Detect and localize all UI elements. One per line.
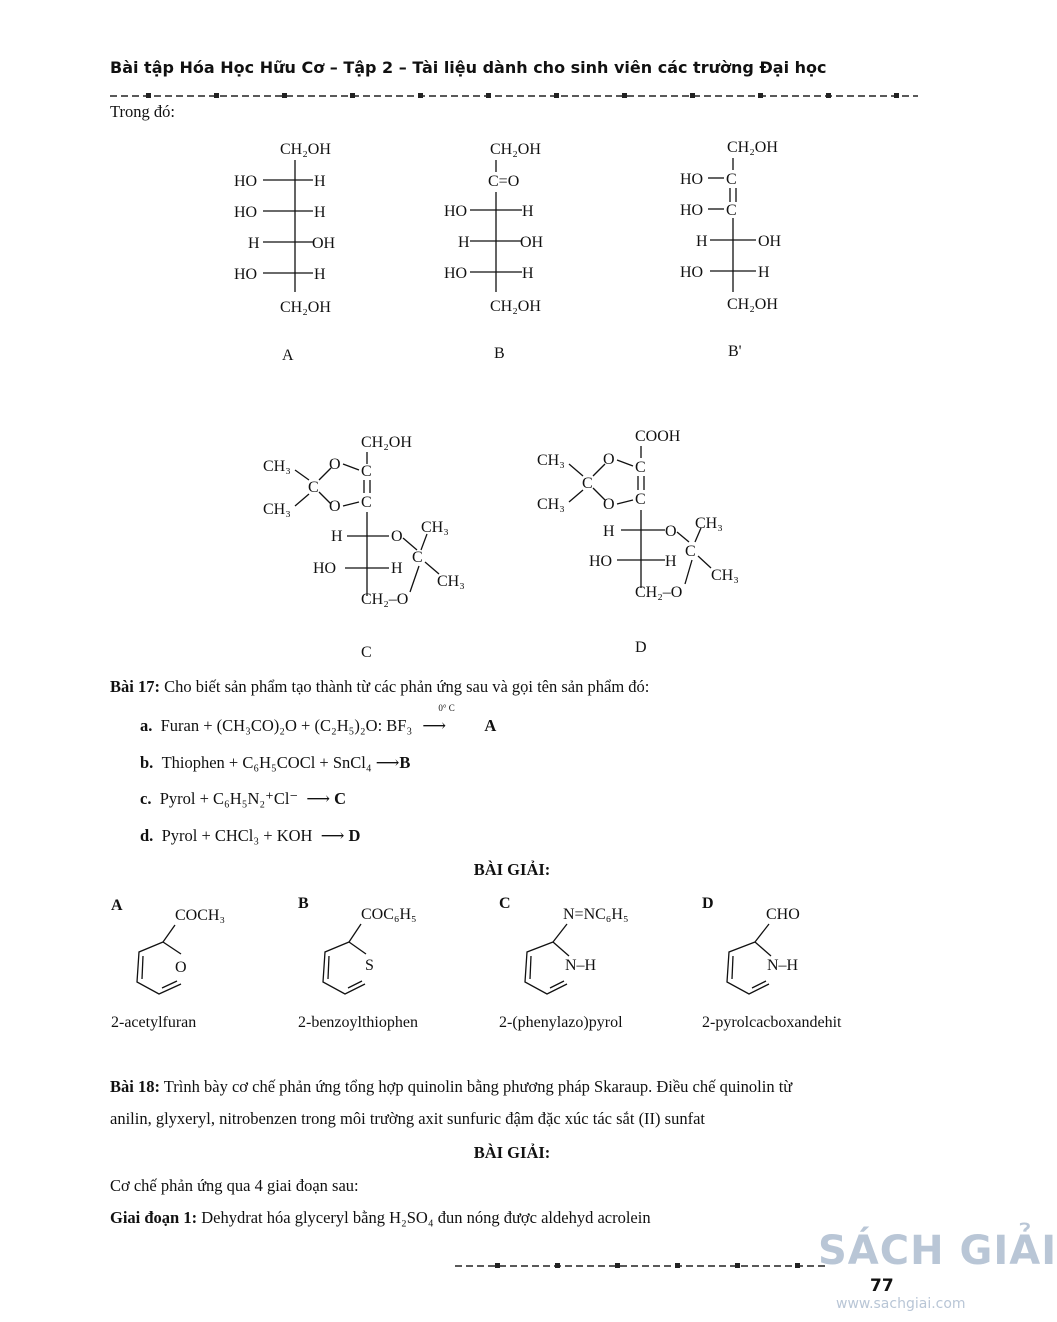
solution-title-17: BÀI GIẢI: xyxy=(473,860,551,879)
bai17-heading: Bài 17: Cho biết sản phẩm tạo thành từ các phản ứng sau và gọi tên sản phẩm đó: xyxy=(110,677,650,696)
svg-text:O: O xyxy=(665,523,677,540)
structure-d xyxy=(537,428,739,656)
stage-1: Giai đoạn 1: Dehydrat hóa glyceryl bằng H₂SO₄ đun nóng được aldehyd acrolein xyxy=(110,1208,651,1227)
svg-text:C: C xyxy=(726,202,737,219)
svg-text:HO: HO xyxy=(589,553,613,570)
svg-text:C: C xyxy=(499,895,511,912)
name-c: 2-(phenylazo)pyrol xyxy=(499,1014,623,1031)
svg-text:CH₃: CH₃ xyxy=(263,501,291,518)
svg-text:O: O xyxy=(603,451,615,468)
footer-rule xyxy=(455,1262,825,1270)
svg-text:C: C xyxy=(361,494,372,511)
structure-a xyxy=(234,141,336,364)
header-title: Bài tập Hóa Học Hữu Cơ – Tập 2 – Tài liệu dành cho sinh viên các trường Đại học xyxy=(110,58,827,77)
svg-text:H: H xyxy=(458,234,470,251)
structure-b xyxy=(444,141,544,362)
svg-text:H: H xyxy=(522,203,534,220)
svg-text:H: H xyxy=(758,264,770,281)
svg-text:A: A xyxy=(111,897,123,914)
svg-text:H: H xyxy=(696,233,708,250)
svg-text:B: B xyxy=(298,895,309,912)
bai18-line2: anilin, glyxeryl, nitrobenzen trong môi trường axit sunfuric đậm đặc xúc tác sắt (II) sunfat xyxy=(110,1109,705,1128)
svg-text:C: C xyxy=(361,463,372,480)
svg-text:CH₂OH: CH₂OH xyxy=(490,298,541,315)
label-b-prime: B' xyxy=(728,343,742,360)
product-a-furan xyxy=(111,897,225,1031)
svg-text:N=NC₆H₅: N=NC₆H₅ xyxy=(563,906,629,923)
svg-text:HO: HO xyxy=(234,204,258,221)
structure-b-prime xyxy=(680,139,782,360)
svg-text:H: H xyxy=(248,235,260,252)
svg-text:OH: OH xyxy=(312,235,336,252)
watermark-brand: SÁCH GIẢI xyxy=(818,1228,1057,1274)
fischer-projections xyxy=(200,130,820,370)
svg-text:H: H xyxy=(314,204,326,221)
label-c: C xyxy=(361,644,372,661)
svg-text:C: C xyxy=(635,491,646,508)
a-bottom: CH₂OH xyxy=(280,299,331,316)
svg-text:C: C xyxy=(412,549,423,566)
svg-text:CH₂OH: CH₂OH xyxy=(361,434,412,451)
bai18-line1: Bài 18: Trình bày cơ chế phản ứng tổng hợp quinolin bằng phương pháp Skaraup. Điều chế quinolin từ xyxy=(110,1077,793,1096)
mechanism-intro: Cơ chế phản ứng qua 4 giai đoạn sau: xyxy=(110,1176,359,1195)
product-structures xyxy=(105,890,925,1035)
svg-text:HO: HO xyxy=(313,560,337,577)
name-a: 2-acetylfuran xyxy=(111,1014,197,1031)
acetonide-structures xyxy=(255,420,765,665)
svg-text:OH: OH xyxy=(758,233,782,250)
svg-text:H: H xyxy=(331,528,343,545)
name-b: 2-benzoylthiophen xyxy=(298,1014,418,1031)
svg-text:CH₂–O: CH₂–O xyxy=(361,591,409,608)
svg-text:CH₃: CH₃ xyxy=(437,573,465,590)
svg-text:COCH₃: COCH₃ xyxy=(175,907,226,924)
svg-text:CH₂OH: CH₂OH xyxy=(727,139,778,156)
svg-text:HO: HO xyxy=(234,173,258,190)
svg-text:H: H xyxy=(522,265,534,282)
svg-text:C: C xyxy=(308,479,319,496)
svg-text:O: O xyxy=(175,959,187,976)
svg-text:C: C xyxy=(685,543,696,560)
svg-text:C: C xyxy=(582,475,593,492)
watermark-url: www.sachgiai.com xyxy=(836,1296,966,1312)
header-rule xyxy=(110,92,918,100)
svg-text:N–H: N–H xyxy=(767,957,799,974)
reaction-c: c. Pyrol + C₆H₅N₂⁺Cl⁻ ⟶ C xyxy=(140,789,347,808)
reaction-a: a. Furan + (CH₃CO)₂O + (C₂H₅)₂O: BF₃ 0° C ⟶ A xyxy=(140,703,497,735)
svg-text:HO: HO xyxy=(234,266,258,283)
reaction-b: b. Thiophen + C₆H₅COCl + SnCl₄ ⟶B xyxy=(140,753,411,772)
svg-text:H: H xyxy=(314,173,326,190)
svg-text:H: H xyxy=(603,523,615,540)
svg-text:C: C xyxy=(635,459,646,476)
svg-text:N–H: N–H xyxy=(565,957,597,974)
svg-text:HO: HO xyxy=(444,265,468,282)
structure-c xyxy=(263,434,465,661)
svg-text:CH₃: CH₃ xyxy=(695,515,723,532)
svg-text:O: O xyxy=(603,496,615,513)
svg-text:H: H xyxy=(391,560,403,577)
product-d-pyrrole xyxy=(702,895,842,1031)
svg-text:COC₆H₅: COC₆H₅ xyxy=(361,906,417,923)
svg-text:HO: HO xyxy=(680,264,704,281)
svg-text:H: H xyxy=(314,266,326,283)
svg-text:CH₃: CH₃ xyxy=(711,567,739,584)
svg-text:CH₃: CH₃ xyxy=(537,452,565,469)
svg-text:CH₃: CH₃ xyxy=(421,519,449,536)
svg-text:CH₂–O: CH₂–O xyxy=(635,584,683,601)
svg-text:C: C xyxy=(726,171,737,188)
svg-text:CHO: CHO xyxy=(766,906,800,923)
reaction-d: d. Pyrol + CHCl₃ + KOH ⟶ D xyxy=(140,826,361,845)
svg-text:HO: HO xyxy=(680,202,704,219)
svg-text:HO: HO xyxy=(680,171,704,188)
svg-text:H: H xyxy=(665,553,677,570)
svg-text:O: O xyxy=(329,456,341,473)
label-d: D xyxy=(635,639,647,656)
svg-text:S: S xyxy=(365,957,374,974)
svg-text:D: D xyxy=(702,895,714,912)
svg-text:O: O xyxy=(391,528,403,545)
svg-text:COOH: COOH xyxy=(635,428,681,445)
svg-text:CH₃: CH₃ xyxy=(537,496,565,513)
svg-text:O: O xyxy=(329,498,341,515)
solution-title-18: BÀI GIẢI: xyxy=(473,1143,551,1162)
svg-text:CH₃: CH₃ xyxy=(263,458,291,475)
name-d: 2-pyrolcacboxandehit xyxy=(702,1014,842,1031)
label-a: A xyxy=(282,347,294,364)
svg-text:C=O: C=O xyxy=(488,173,520,190)
a-top: CH₂OH xyxy=(280,141,331,158)
svg-text:HO: HO xyxy=(444,203,468,220)
product-c-pyrrole xyxy=(499,895,629,1031)
svg-text:CH₂OH: CH₂OH xyxy=(727,296,778,313)
svg-text:CH₂OH: CH₂OH xyxy=(490,141,541,158)
svg-text:OH: OH xyxy=(520,234,544,251)
label-b: B xyxy=(494,345,505,362)
intro-text: Trong đó: xyxy=(110,102,175,121)
product-b-thiophene xyxy=(298,895,418,1031)
page-number: 77 xyxy=(870,1276,894,1296)
